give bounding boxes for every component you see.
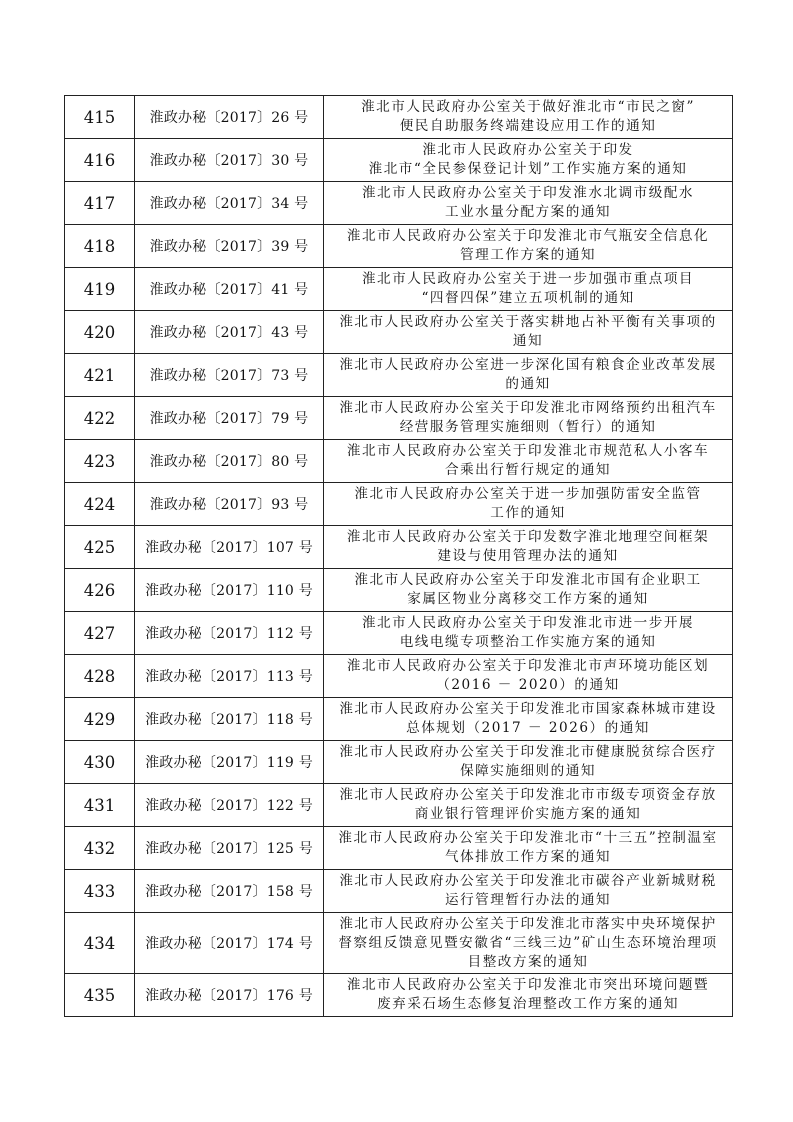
- document-title-line: 淮北市人民政府办公室关于进一步加强市重点项目: [361, 271, 695, 287]
- table-row: [65, 182, 733, 225]
- document-title-line: 保障实施细则的通知: [460, 763, 596, 779]
- document-title-line: 运行管理暂行办法的通知: [444, 892, 612, 908]
- row-number: 423: [65, 440, 135, 483]
- document-number: 淮政办秘〔2017〕39 号: [135, 225, 324, 268]
- row-number: 421: [65, 354, 135, 397]
- document-number: 淮政办秘〔2017〕93 号: [135, 483, 324, 526]
- row-number: 434: [65, 913, 135, 974]
- document-number: 淮政办秘〔2017〕26 号: [135, 96, 324, 139]
- table-row: [65, 225, 733, 268]
- document-number: 淮政办秘〔2017〕122 号: [135, 784, 324, 827]
- document-number: 淮政办秘〔2017〕34 号: [135, 182, 324, 225]
- document-title-line: 目整改方案的通知: [467, 953, 589, 970]
- document-title-line: 建设与使用管理办法的通知: [437, 548, 619, 564]
- document-title-line: 合乘出行暂行规定的通知: [444, 462, 612, 478]
- document-title-line: 淮北市“全民参保登记计划”工作实施方案的通知: [368, 161, 688, 177]
- document-number: 淮政办秘〔2017〕41 号: [135, 268, 324, 311]
- document-title: [324, 483, 733, 526]
- document-number: 淮政办秘〔2017〕43 号: [135, 311, 324, 354]
- row-number: 431: [65, 784, 135, 827]
- document-title: [324, 741, 733, 784]
- document-title: [324, 440, 733, 483]
- table-row: [65, 268, 733, 311]
- row-number: 420: [65, 311, 135, 354]
- document-title: [324, 870, 733, 913]
- row-number: 428: [65, 655, 135, 698]
- document-title-line: 淮北市人民政府办公室关于印发淮北市国家森林城市建设: [339, 701, 717, 717]
- row-number: 422: [65, 397, 135, 440]
- row-number: 417: [65, 182, 135, 225]
- document-title-line: 淮北市人民政府办公室关于印发淮北市网络预约出租汽车: [339, 400, 717, 416]
- document-title-line: 淮北市人民政府办公室关于印发淮北市进一步开展: [361, 615, 695, 631]
- document-title-line: 淮北市人民政府办公室关于印发淮北市突出环境问题暨: [346, 977, 710, 993]
- table-row: [65, 784, 733, 827]
- document-title-line: 经营服务管理实施细则（暂行）的通知: [399, 419, 657, 435]
- document-number: 淮政办秘〔2017〕112 号: [135, 612, 324, 655]
- row-number: 415: [65, 96, 135, 139]
- document-title: [324, 268, 733, 311]
- document-title-line: 淮北市人民政府办公室关于印发淮北市“十三五”控制温室: [338, 830, 718, 846]
- document-title-line: 工业水量分配方案的通知: [444, 204, 612, 220]
- table-row: [65, 741, 733, 784]
- document-title: [324, 96, 733, 139]
- document-title: [324, 182, 733, 225]
- table-row: [65, 655, 733, 698]
- row-number: 418: [65, 225, 135, 268]
- document-title-line: 淮北市人民政府办公室关于印发淮北市碳谷产业新城财税: [339, 873, 717, 889]
- document-title-line: 淮北市人民政府办公室关于印发淮北市落实中央环境保护: [339, 915, 717, 932]
- document-title: [324, 698, 733, 741]
- table-row: [65, 827, 733, 870]
- table-row: [65, 612, 733, 655]
- document-title-line: “四督四保”建立五项机制的通知: [421, 290, 635, 306]
- document-title-line: 气体排放工作方案的通知: [444, 849, 612, 865]
- document-title-line: 淮北市人民政府办公室关于印发淮北市市级专项资金存放: [339, 787, 717, 803]
- table-row: [65, 526, 733, 569]
- document-title: [324, 526, 733, 569]
- row-number: 424: [65, 483, 135, 526]
- row-number: 429: [65, 698, 135, 741]
- row-number: 419: [65, 268, 135, 311]
- document-table: [64, 95, 733, 1017]
- document-title-line: 管理工作方案的通知: [460, 247, 596, 263]
- document-title-line: 淮北市人民政府办公室关于印发: [422, 142, 634, 158]
- document-number: 淮政办秘〔2017〕176 号: [135, 974, 324, 1017]
- row-number: 425: [65, 526, 135, 569]
- document-number: 淮政办秘〔2017〕80 号: [135, 440, 324, 483]
- document-title: [324, 974, 733, 1017]
- document-number: 淮政办秘〔2017〕107 号: [135, 526, 324, 569]
- document-title-line: 淮北市人民政府办公室关于做好淮北市“市民之窗”: [361, 99, 695, 115]
- document-title-line: 淮北市人民政府办公室关于印发淮北市声环境功能区划: [346, 658, 710, 674]
- document-title: [324, 913, 733, 974]
- document-title-line: 的通知: [505, 376, 551, 392]
- document-title-line: 商业银行管理评价实施方案的通知: [414, 806, 642, 822]
- document-title: [324, 784, 733, 827]
- table-row: [65, 913, 733, 974]
- row-number: 427: [65, 612, 135, 655]
- document-number: 淮政办秘〔2017〕118 号: [135, 698, 324, 741]
- document-title-line: 淮北市人民政府办公室关于印发淮北市健康脱贫综合医疗: [339, 744, 717, 760]
- table-row: [65, 870, 733, 913]
- table-row: [65, 139, 733, 182]
- document-title-line: 家属区物业分离移交工作方案的通知: [407, 591, 649, 607]
- table-row: [65, 440, 733, 483]
- row-number: 433: [65, 870, 135, 913]
- document-title: [324, 311, 733, 354]
- document-title-line: 总体规划（2017 － 2026）的通知: [406, 720, 650, 736]
- document-title: [324, 827, 733, 870]
- table-row: [65, 569, 733, 612]
- document-title: [324, 225, 733, 268]
- document-title: [324, 569, 733, 612]
- table-row: [65, 397, 733, 440]
- document-number: 淮政办秘〔2017〕113 号: [135, 655, 324, 698]
- document-title: [324, 354, 733, 397]
- document-title-line: 淮北市人民政府办公室关于印发淮水北调市级配水: [361, 185, 695, 201]
- document-title: [324, 655, 733, 698]
- document-number: 淮政办秘〔2017〕110 号: [135, 569, 324, 612]
- document-number: 淮政办秘〔2017〕125 号: [135, 827, 324, 870]
- document-title: [324, 397, 733, 440]
- document-title-line: 淮北市人民政府办公室关于印发淮北市国有企业职工: [354, 572, 702, 588]
- table-body: [65, 96, 733, 1017]
- document-number: 淮政办秘〔2017〕73 号: [135, 354, 324, 397]
- document-title-line: 督察组反馈意见暨安徽省“三线三边”矿山生态环境治理项: [338, 934, 718, 951]
- table-row: [65, 96, 733, 139]
- table-row: [65, 974, 733, 1017]
- document-title: [324, 612, 733, 655]
- document-number: 淮政办秘〔2017〕79 号: [135, 397, 324, 440]
- document-title: [324, 139, 733, 182]
- row-number: 416: [65, 139, 135, 182]
- table-row: [65, 311, 733, 354]
- document-title-line: 通知: [512, 333, 544, 349]
- table-row: [65, 698, 733, 741]
- document-title-line: 淮北市人民政府办公室进一步深化国有粮食企业改革发展: [339, 357, 717, 373]
- table-row: [65, 483, 733, 526]
- document-title-line: 淮北市人民政府办公室关于印发淮北市气瓶安全信息化: [346, 228, 710, 244]
- document-number: 淮政办秘〔2017〕158 号: [135, 870, 324, 913]
- row-number: 432: [65, 827, 135, 870]
- document-title-line: 电线电缆专项整治工作实施方案的通知: [399, 634, 657, 650]
- document-title-line: 淮北市人民政府办公室关于印发数字淮北地理空间框架: [346, 529, 710, 545]
- document-number: 淮政办秘〔2017〕174 号: [135, 913, 324, 974]
- document-number: 淮政办秘〔2017〕30 号: [135, 139, 324, 182]
- table-row: [65, 354, 733, 397]
- document-title-line: 淮北市人民政府办公室关于进一步加强防雷安全监管: [354, 486, 702, 502]
- document-title-line: 淮北市人民政府办公室关于落实耕地占补平衡有关事项的: [339, 314, 717, 330]
- document-title-line: 废弃采石场生态修复治理整改工作方案的通知: [377, 996, 679, 1012]
- document-title-line: 淮北市人民政府办公室关于印发淮北市规范私人小客车: [346, 443, 710, 459]
- document-number: 淮政办秘〔2017〕119 号: [135, 741, 324, 784]
- document-title-line: 便民自助服务终端建设应用工作的通知: [399, 118, 657, 134]
- row-number: 426: [65, 569, 135, 612]
- row-number: 430: [65, 741, 135, 784]
- document-title-line: （2016 － 2020）的通知: [436, 677, 620, 693]
- document-title-line: 工作的通知: [490, 505, 566, 521]
- row-number: 435: [65, 974, 135, 1017]
